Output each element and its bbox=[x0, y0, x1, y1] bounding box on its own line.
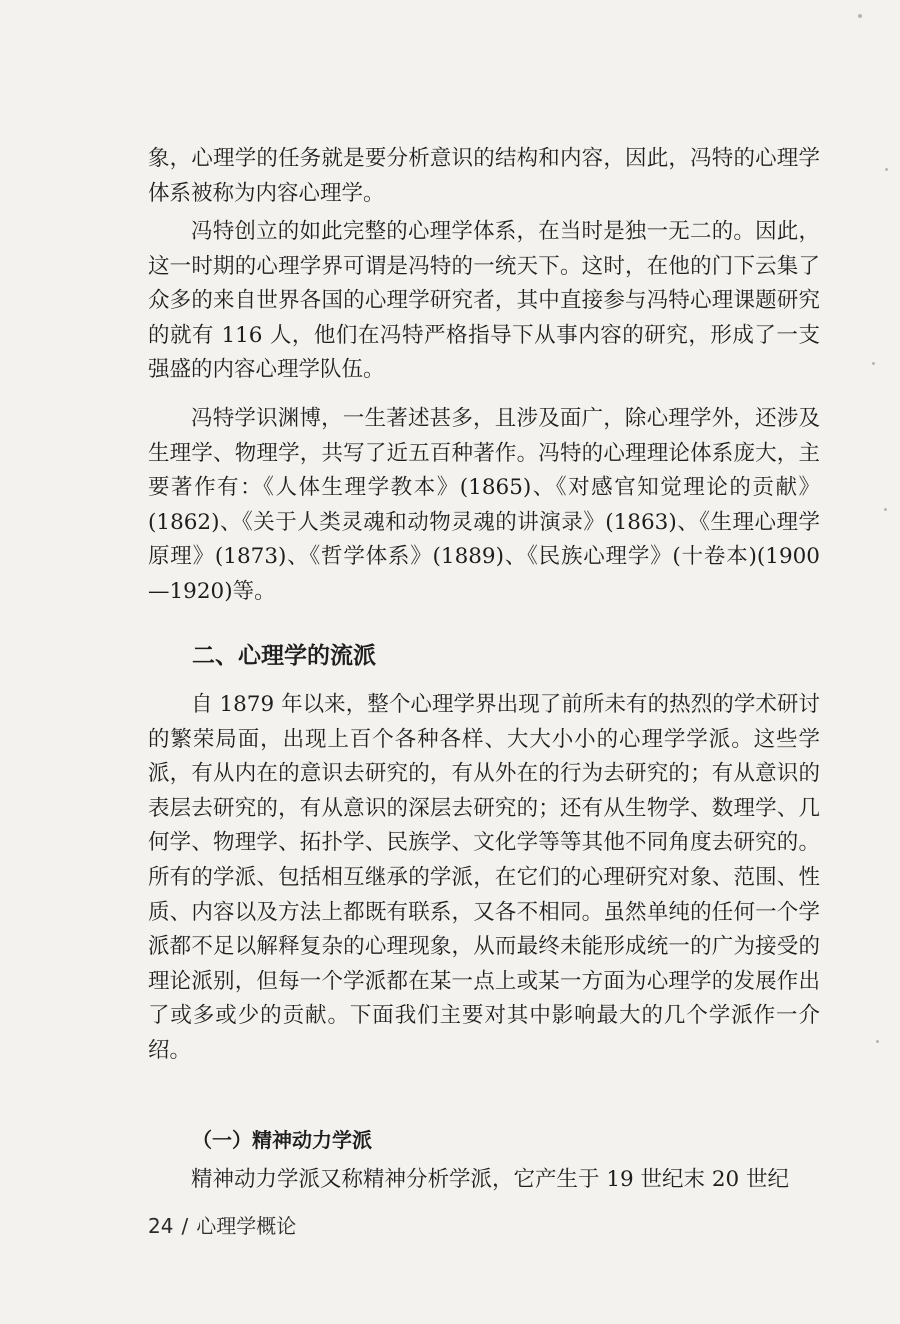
paragraph-1: 象，心理学的任务就是要分析意识的结构和内容，因此，冯特的心理学体系被称为内容心理学。 bbox=[148, 146, 820, 206]
scan-speck bbox=[858, 14, 862, 18]
paragraph-2: 冯特创立的如此完整的心理学体系，在当时是独一无二的。因此，这一时期的心理学界可谓是冯特的一统天下。这时，在他的门下云集了众多的来自世界各国的心理学研究者，其中直接参与冯特心理课题研究的就有 116 人，他们在冯特严格指导下从事内容的研究，形成了一支强盛的内容心理学队伍。 bbox=[148, 219, 820, 383]
paragraph-3: 冯特学识渊博，一生著述甚多，且涉及面广，除心理学外，还涉及生理学、物理学，共写了近五百种著作。冯特的心理理论体系庞大，主要著作有：《人体生理学教本》(1865)、《对感官知觉理论的贡献》(1862)、《关于人类灵魂和动物灵魂的讲演录》(1863)、《生理心理学原理》(1873)、《哲学体系》(1889)、《民族心理学》(十卷本)(1900—1920)等。 bbox=[148, 406, 820, 604]
paragraph-4: 自 1879 年以来，整个心理学界出现了前所未有的热烈的学术研讨的繁荣局面，出现上百个各种各样、大大小小的心理学学派。这些学派，有从内在的意识去研究的，有从外在的行为去研究的；有从意识的表层去研究的，有从意识的深层去研究的；还有从生物学、数理学、几何学、物理学、拓扑学、民族学、文化学等等其他不同角度去研究的。所有的学派、包括相互继承的学派，在它们的心理研究对象、范围、性质、内容以及方法上都既有联系，又各不相同。虽然单纯的任何一个学派都不足以解释复杂的心理现象，从而最终未能形成统一的广为接受的理论派别，但每一个学派都在某一点上或某一方面为心理学的发展作出了或多或少的贡献。下面我们主要对其中影响最大的几个学派作一介绍。 bbox=[148, 692, 820, 1063]
page-footer bbox=[148, 1212, 296, 1240]
subsection-heading: （一）精神动力学派 bbox=[192, 1128, 372, 1152]
page-number: 24 bbox=[148, 1214, 174, 1238]
scan-speck bbox=[885, 168, 888, 171]
scan-speck bbox=[884, 508, 887, 511]
scan-speck bbox=[872, 362, 875, 365]
section-heading: 二、心理学的流派 bbox=[192, 643, 376, 669]
book-title: 心理学概论 bbox=[196, 1214, 297, 1238]
footer-separator: / bbox=[181, 1214, 189, 1238]
scan-speck bbox=[876, 1040, 879, 1043]
paragraph-5: 精神动力学派又称精神分析学派，它产生于 19 世纪末 20 世纪 bbox=[191, 1167, 790, 1192]
